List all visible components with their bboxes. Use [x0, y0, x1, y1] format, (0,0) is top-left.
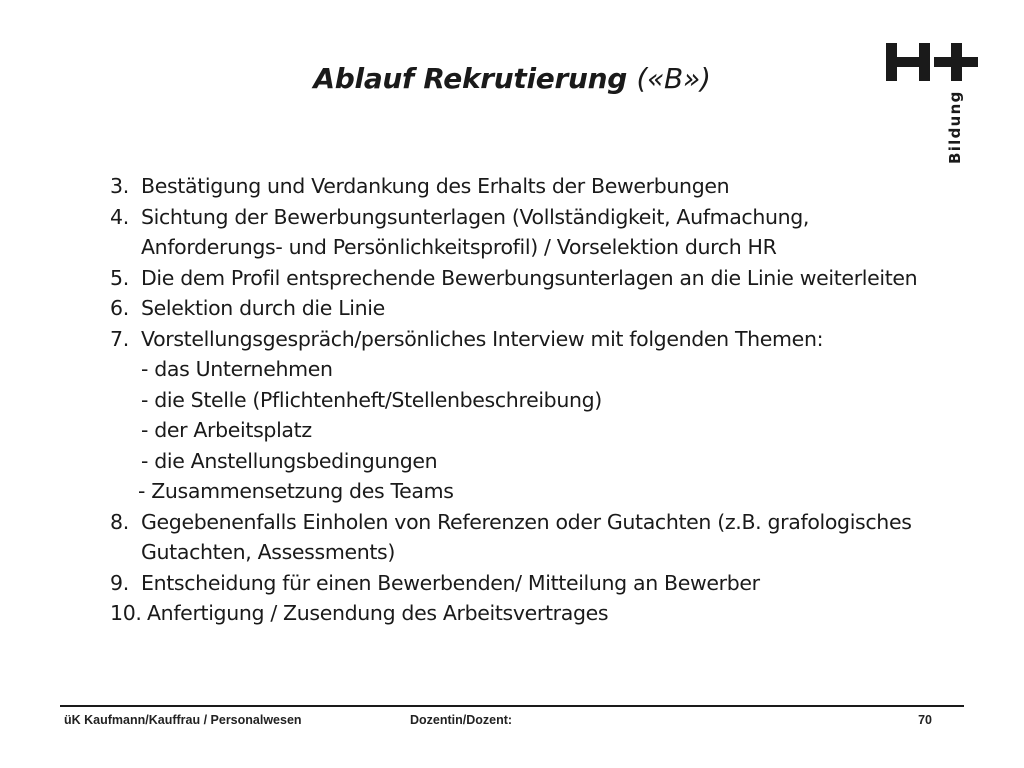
list-text-line: Anforderungs- und Persönlichkeitsprofil) / Vorselektion durch HR [141, 235, 777, 259]
list-item-4 [110, 202, 990, 263]
list-item-10 [110, 598, 990, 629]
logo-caption: Bildung [946, 90, 964, 164]
list-number: 7. [110, 326, 129, 351]
footer-divider [60, 705, 964, 707]
list-item-7 [110, 324, 990, 355]
list-number: 4. [110, 204, 129, 229]
h-plus-logo-icon [884, 40, 979, 170]
sub-item: - die Anstellungsbedingungen [141, 448, 438, 473]
footer-course: üK Kaufmann/Kauffrau / Personalwesen [64, 713, 302, 727]
slide-title [0, 62, 1024, 95]
slide-title-main: Ablauf Rekrutierung [313, 62, 637, 95]
logo [884, 40, 979, 170]
footer-instructor-label: Dozentin/Dozent: [410, 713, 513, 727]
list-text-line: Gegebenenfalls Einholen von Referenzen oder Gutachten (z.B. grafologisches [141, 509, 912, 534]
list-number: 9. [110, 570, 129, 595]
list-number: 3. [110, 174, 129, 198]
sub-item: - der Arbeitsplatz [141, 418, 312, 442]
list-text [141, 507, 990, 568]
list-text [141, 202, 990, 263]
list-number: 8. [110, 509, 129, 534]
list-text: Die dem Profil entsprechende Bewerbungsunterlagen an die Linie weiterleiten [141, 265, 918, 290]
list-text-line: Sichtung der Bewerbungsunterlagen (Vollständigkeit, Aufmachung, [141, 204, 810, 229]
list-item-3 [110, 171, 990, 202]
list-text: Vorstellungsgespräch/persönliches Interview mit folgenden Themen: [141, 326, 824, 351]
list-item-5 [110, 263, 990, 294]
list-number: 10. [110, 601, 142, 625]
page-number: 70 [918, 713, 932, 727]
list-number: 6. [110, 296, 129, 320]
slide-title-suffix: («B») [636, 62, 711, 95]
process-list [110, 171, 990, 629]
list-text-line: Gutachten, Assessments) [141, 540, 396, 564]
list-text: Anfertigung / Zusendung des Arbeitsvertrages [147, 601, 609, 625]
list-item-8 [110, 507, 990, 568]
list-item-9 [110, 568, 990, 599]
sub-item: - die Stelle (Pflichtenheft/Stellenbeschreibung) [141, 387, 602, 412]
sub-item: - Zusammensetzung des Teams [138, 479, 454, 503]
list-number: 5. [110, 265, 129, 290]
list-text: Bestätigung und Verdankung des Erhalts der Bewerbungen [141, 174, 730, 198]
list-text: Selektion durch die Linie [141, 296, 385, 320]
list-text: Entscheidung für einen Bewerbenden/ Mitteilung an Bewerber [141, 570, 760, 595]
list-item-6 [110, 293, 990, 324]
sub-item: - das Unternehmen [141, 357, 333, 381]
